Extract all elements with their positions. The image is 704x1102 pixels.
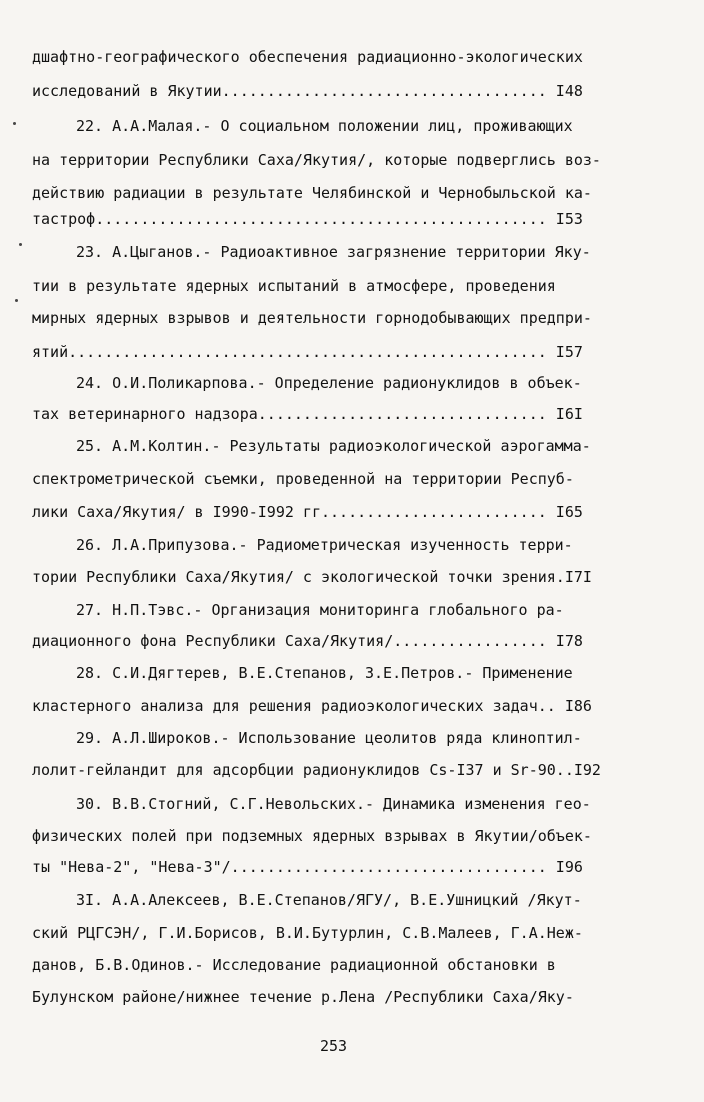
text-line: спектрометрической съемки, проведенной на территории Респуб- bbox=[32, 470, 574, 488]
scan-speck bbox=[19, 243, 22, 246]
text-line: данов, Б.В.Одинов.- Исследование радиационной обстановки в bbox=[32, 956, 556, 974]
text-line: тах ветеринарного надзора................................ I6I bbox=[32, 405, 583, 423]
entry-29-line: 29. А.Л.Широков.- Использование цеолитов ряда клиноптил- bbox=[76, 729, 582, 747]
scan-speck bbox=[15, 299, 18, 302]
entry-23-line: 23. А.Цыганов.- Радиоактивное загрязнение территории Яку- bbox=[76, 243, 591, 261]
entry-27-line: 27. Н.П.Тэвс.- Организация мониторинга глобального ра- bbox=[76, 601, 564, 619]
text-line: тастроф.................................................. I53 bbox=[32, 210, 583, 228]
text-line: Булунском районе/нижнее течение р.Лена /Республики Саха/Яку- bbox=[32, 988, 574, 1006]
page-number: 253 bbox=[320, 1037, 348, 1055]
text-line: исследований в Якутии.................................... I48 bbox=[32, 82, 583, 100]
entry-30-line: 30. В.В.Стогний, С.Г.Невольских.- Динамика изменения гео- bbox=[76, 795, 591, 813]
text-line: лики Саха/Якутия/ в I990-I992 гг......................... I65 bbox=[32, 503, 583, 521]
entry-24-line: 24. О.И.Поликарпова.- Определение радионуклидов в объек- bbox=[76, 374, 582, 392]
text-line: тории Республики Саха/Якутия/ с экологической точки зрения.I7I bbox=[32, 568, 592, 586]
entry-28-line: 28. С.И.Дягтерев, В.Е.Степанов, З.Е.Петров.- Применение bbox=[76, 664, 573, 682]
text-line: дшафтно-географического обеспечения радиационно-экологических bbox=[32, 48, 583, 66]
text-line: физических полей при подземных ядерных взрывах в Якутии/объек- bbox=[32, 827, 592, 845]
entry-26-line: 26. Л.А.Припузова.- Радиометрическая изученность терри- bbox=[76, 536, 573, 554]
text-line: действию радиации в результате Челябинской и Чернобыльской ка- bbox=[32, 184, 592, 202]
text-line: на территории Республики Саха/Якутия/, которые подверглись воз- bbox=[32, 151, 601, 169]
text-line: лолит-гейландит для адсорбции радионуклидов Cs-I37 и Sr-90..I92 bbox=[32, 761, 601, 779]
scan-speck bbox=[13, 122, 16, 125]
entry-31-line: 3I. А.А.Алексеев, В.Е.Степанов/ЯГУ/, В.Е.Ушницкий /Якут- bbox=[76, 891, 582, 909]
text-line: ятий..................................................... I57 bbox=[32, 343, 583, 361]
text-line: ский РЦГСЭН/, Г.И.Борисов, В.И.Бутурлин, С.В.Малеев, Г.А.Неж- bbox=[32, 924, 583, 942]
text-line: диационного фона Республики Саха/Якутия/................. I78 bbox=[32, 632, 583, 650]
text-line: ты "Нева-2", "Нева-3"/................................... I96 bbox=[32, 858, 583, 876]
text-line: тии в результате ядерных испытаний в атмосфере, проведения bbox=[32, 277, 556, 295]
entry-22-line: 22. А.А.Малая.- О социальном положении лиц, проживающих bbox=[76, 117, 573, 135]
text-line: мирных ядерных взрывов и деятельности горнодобывающих предпри- bbox=[32, 309, 592, 327]
entry-25-line: 25. А.М.Колтин.- Результаты радиоэкологической аэрогамма- bbox=[76, 437, 591, 455]
text-line: кластерного анализа для решения радиоэкологических задач.. I86 bbox=[32, 697, 592, 715]
